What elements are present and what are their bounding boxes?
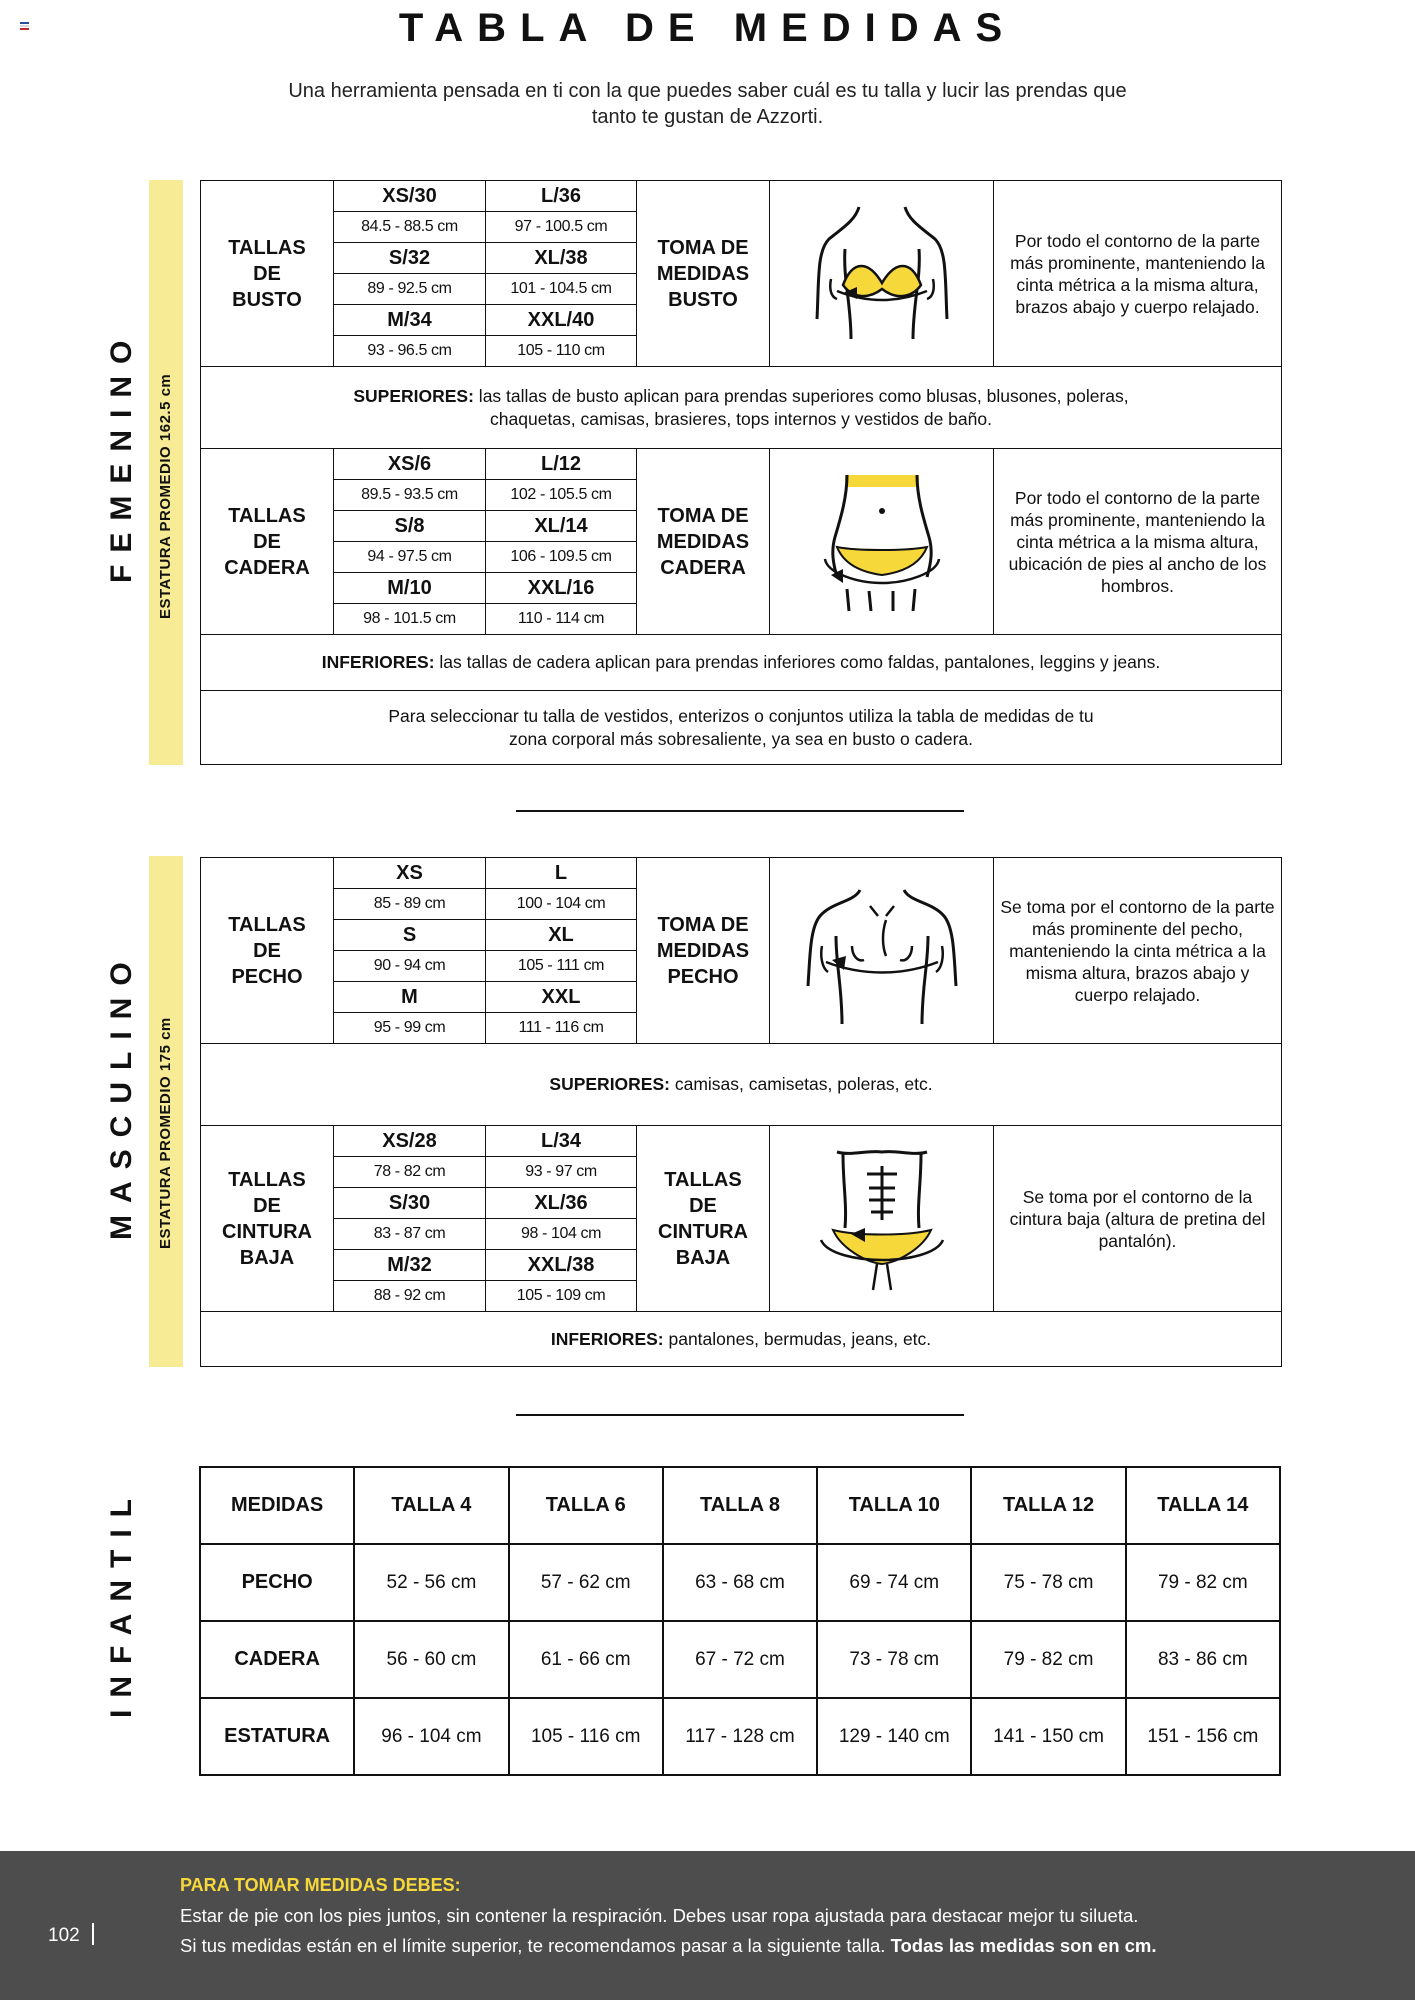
size-name: L/12	[486, 449, 637, 480]
table-cell: 52 - 56 cm	[354, 1544, 508, 1621]
cadera-description: Por todo el contorno de la parte más prominente, manteniendo la cinta métrica a la misma altura, ubicación de pies al ancho de los hombros.	[994, 449, 1282, 635]
cintura-description: Se toma por el contorno de la cintura baja (altura de pretina del pantalón).	[994, 1126, 1282, 1312]
size-range: 98 - 101.5 cm	[334, 604, 486, 635]
superiores-note-femenino: SUPERIORES: las tallas de busto aplican para prendas superiores como blusas, blusones, poleras, chaquetas, camisas, brasieres, tops internos y vestidos de baño.	[201, 367, 1282, 449]
table-cell: 151 - 156 cm	[1126, 1698, 1280, 1775]
size-range: 85 - 89 cm	[334, 889, 486, 920]
size-range: 105 - 109 cm	[486, 1281, 637, 1312]
size-range: 101 - 104.5 cm	[486, 274, 637, 305]
size-name: M/32	[334, 1250, 486, 1281]
size-name: XS/30	[334, 181, 486, 212]
size-name: M/34	[334, 305, 486, 336]
size-range: 78 - 82 cm	[334, 1157, 486, 1188]
pecho-description: Se toma por el contorno de la parte más prominente del pecho, manteniendo la cinta métrica a la misma altura, brazos abajo y cuerpo relajado.	[994, 858, 1282, 1044]
intro-text: Una herramienta pensada en ti con la que puedes saber cuál es tu talla y lucir las prendas que tanto te gustan de Azzorti.	[288, 80, 1127, 128]
inferiores-note-masculino: INFERIORES: pantalones, bermudas, jeans, etc.	[201, 1312, 1282, 1367]
page-number-divider	[92, 1923, 94, 1945]
size-name: S/32	[334, 243, 486, 274]
footer-line-1: Estar de pie con los pies juntos, sin contener la respiración. Debes usar ropa ajustada para destacar mejor tu silueta.	[180, 1905, 1139, 1926]
chest-illustration	[770, 858, 994, 1044]
superiores-note-masculino: SUPERIORES: camisas, camisetas, poleras, etc.	[201, 1044, 1282, 1126]
size-range: 111 - 116 cm	[486, 1013, 637, 1044]
header-cell: TALLA 4	[354, 1467, 508, 1544]
size-range: 95 - 99 cm	[334, 1013, 486, 1044]
table-cell: 57 - 62 cm	[509, 1544, 663, 1621]
section-label-infantil: INFANTIL	[105, 1487, 138, 1718]
toma-pecho-label: TOMA DE MEDIDAS PECHO	[637, 858, 770, 1044]
size-name: XL/36	[486, 1188, 637, 1219]
size-range: 84.5 - 88.5 cm	[334, 212, 486, 243]
table-cell: 129 - 140 cm	[817, 1698, 971, 1775]
busto-description: Por todo el contorno de la parte más prominente, manteniendo la cinta métrica a la misma altura, brazos abajo y cuerpo relajado.	[994, 181, 1282, 367]
footer	[0, 1851, 1415, 2000]
size-range: 106 - 109.5 cm	[486, 542, 637, 573]
size-name: XS/6	[334, 449, 486, 480]
size-name: XS	[334, 858, 486, 889]
table-cell: 117 - 128 cm	[663, 1698, 817, 1775]
table-row	[200, 1698, 1280, 1775]
table-cell: 63 - 68 cm	[663, 1544, 817, 1621]
table-cell: 56 - 60 cm	[354, 1621, 508, 1698]
height-label-masculino: ESTATURA PROMEDIO 175 cm	[157, 1017, 174, 1249]
table-cell: 73 - 78 cm	[817, 1621, 971, 1698]
size-range: 110 - 114 cm	[486, 604, 637, 635]
pecho-label: TALLAS DE PECHO	[201, 858, 334, 1044]
section-divider	[516, 1414, 964, 1416]
size-name: XXL	[486, 982, 637, 1013]
toma-cintura-label: TALLAS DE CINTURA BAJA	[637, 1126, 770, 1312]
cintura-label: TALLAS DE CINTURA BAJA	[201, 1126, 334, 1312]
size-name: S/30	[334, 1188, 486, 1219]
size-range: 93 - 97 cm	[486, 1157, 637, 1188]
table-cell: 96 - 104 cm	[354, 1698, 508, 1775]
row-label: ESTATURA	[200, 1698, 354, 1775]
inferiores-note-femenino: INFERIORES: las tallas de cadera aplican para prendas inferiores como faldas, pantalones, leggins y jeans.	[201, 635, 1282, 691]
toma-cadera-label: TOMA DE MEDIDAS CADERA	[637, 449, 770, 635]
busto-label: TALLAS DE BUSTO	[201, 181, 334, 367]
table-cell: 83 - 86 cm	[1126, 1621, 1280, 1698]
footer-line-2: Si tus medidas están en el límite superior, te recomendamos pasar a la siguiente talla. Todas las medidas son en cm.	[180, 1935, 1157, 1956]
size-name: XXL/38	[486, 1250, 637, 1281]
row-label: CADERA	[200, 1621, 354, 1698]
size-name: L/36	[486, 181, 637, 212]
size-range: 98 - 104 cm	[486, 1219, 637, 1250]
footer-title: PARA TOMAR MEDIDAS DEBES:	[180, 1875, 461, 1895]
size-range: 97 - 100.5 cm	[486, 212, 637, 243]
hip-illustration	[770, 449, 994, 635]
table-cell: 75 - 78 cm	[971, 1544, 1125, 1621]
cadera-label: TALLAS DE CADERA	[201, 449, 334, 635]
size-name: XL/14	[486, 511, 637, 542]
size-name: S/8	[334, 511, 486, 542]
masculino-table	[200, 857, 1282, 1367]
table-cell: 79 - 82 cm	[1126, 1544, 1280, 1621]
table-cell: 105 - 116 cm	[509, 1698, 663, 1775]
size-name: L	[486, 858, 637, 889]
section-label-masculino: MASCULINO	[105, 950, 138, 1240]
table-cell: 69 - 74 cm	[817, 1544, 971, 1621]
header-cell: TALLA 10	[817, 1467, 971, 1544]
table-cell: 141 - 150 cm	[971, 1698, 1125, 1775]
page-title: TABLA DE MEDIDAS	[398, 6, 1017, 50]
size-range: 88 - 92 cm	[334, 1281, 486, 1312]
header-cell: MEDIDAS	[200, 1467, 354, 1544]
table-cell: 61 - 66 cm	[509, 1621, 663, 1698]
size-range: 102 - 105.5 cm	[486, 480, 637, 511]
size-name: XXL/16	[486, 573, 637, 604]
bust-illustration	[770, 181, 994, 367]
size-name: M/10	[334, 573, 486, 604]
femenino-table	[200, 180, 1282, 765]
size-name: XXL/40	[486, 305, 637, 336]
height-label-femenino: ESTATURA PROMEDIO 162.5 cm	[157, 373, 174, 619]
infantil-table	[199, 1466, 1281, 1776]
size-name: L/34	[486, 1126, 637, 1157]
size-name: XS/28	[334, 1126, 486, 1157]
vestidos-note: Para seleccionar tu talla de vestidos, enterizos o conjuntos utiliza la tabla de medidas de tu zona corporal más sobresaliente, ya sea en busto o cadera.	[201, 691, 1282, 765]
table-row	[200, 1544, 1280, 1621]
size-name: XL	[486, 920, 637, 951]
size-range: 90 - 94 cm	[334, 951, 486, 982]
table-cell: 79 - 82 cm	[971, 1621, 1125, 1698]
size-range: 105 - 111 cm	[486, 951, 637, 982]
page-number: 102	[48, 1925, 80, 1946]
size-range: 89 - 92.5 cm	[334, 274, 486, 305]
size-name: XL/38	[486, 243, 637, 274]
header-cell: TALLA 6	[509, 1467, 663, 1544]
size-range: 105 - 110 cm	[486, 336, 637, 367]
section-label-femenino: FEMENINO	[105, 328, 138, 583]
size-range: 100 - 104 cm	[486, 889, 637, 920]
size-range: 94 - 97.5 cm	[334, 542, 486, 573]
waist-illustration	[770, 1126, 994, 1312]
size-name: S	[334, 920, 486, 951]
row-label: PECHO	[200, 1544, 354, 1621]
size-name: M	[334, 982, 486, 1013]
header-cell: TALLA 12	[971, 1467, 1125, 1544]
table-cell: 67 - 72 cm	[663, 1621, 817, 1698]
section-divider	[516, 810, 964, 812]
header-cell: TALLA 14	[1126, 1467, 1280, 1544]
header-cell: TALLA 8	[663, 1467, 817, 1544]
size-range: 93 - 96.5 cm	[334, 336, 486, 367]
size-range: 89.5 - 93.5 cm	[334, 480, 486, 511]
size-range: 83 - 87 cm	[334, 1219, 486, 1250]
table-row	[200, 1621, 1280, 1698]
toma-busto-label: TOMA DE MEDIDAS BUSTO	[637, 181, 770, 367]
